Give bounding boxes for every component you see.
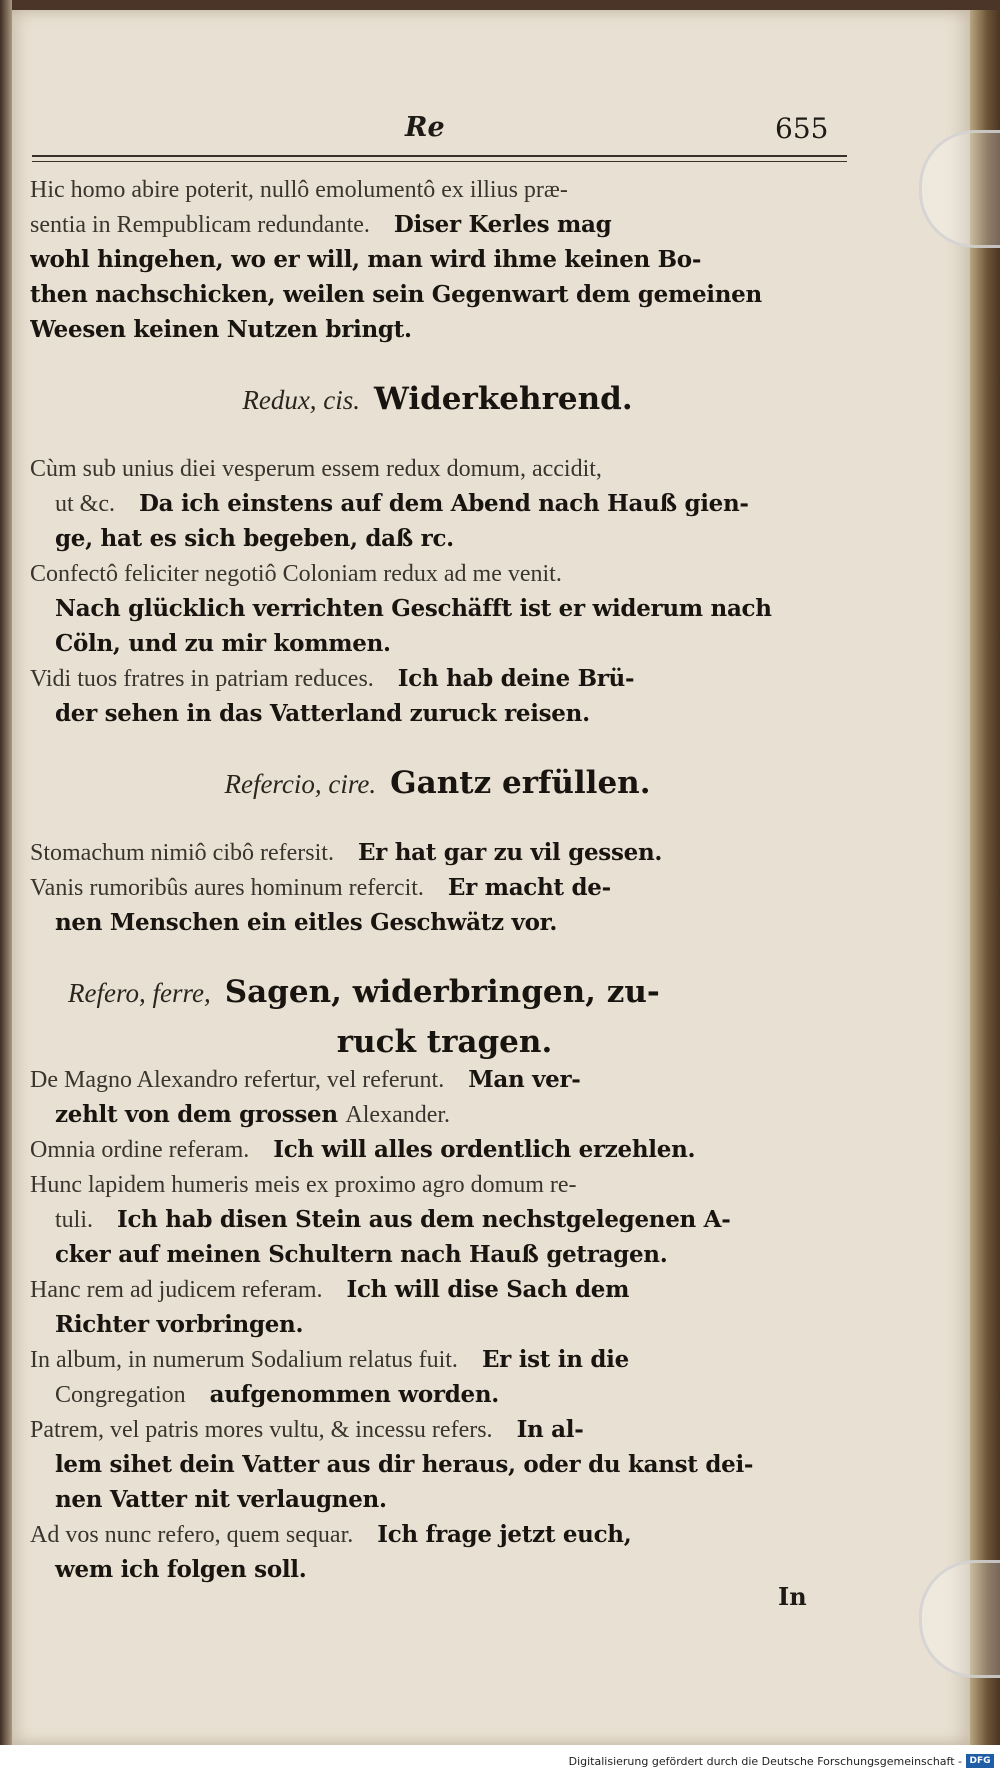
german-translation: Er hat gar zu vil gessen. [357,839,663,866]
text-line [30,661,845,696]
page-header [0,112,1000,152]
text-line [30,486,845,521]
section-gap [30,347,845,369]
german-translation: ge, hat es sich begeben, daß rc. [55,525,454,552]
dictionary-entry [30,1062,845,1132]
latin-phrase: Confectô feliciter negotiô Coloniam redux ad me venit. [30,561,562,587]
section-gap [30,731,845,753]
book-edge [970,10,1000,1745]
section-gap [30,813,845,835]
dictionary-entry [30,451,845,556]
lemma-german: ruck tragen. [336,1024,553,1060]
dictionary-entry [30,1517,845,1587]
text-line [30,1482,845,1517]
text-line [30,626,845,661]
funding-credit: Digitalisierung gefördert durch die Deutsche Forschungsgemeinschaft - [568,1755,962,1768]
text-line [30,1272,845,1307]
german-translation: In al- [516,1416,584,1443]
text-line [30,1377,845,1412]
german-translation: Nach glücklich verrichten Geschäfft ist er widerum nach [55,595,772,622]
german-translation: wohl hingehen, wo er will, man wird ihme keinen Bo- [30,246,702,273]
section-gap [30,429,845,451]
latin-phrase: De Magno Alexandro refertur, vel referunt. [30,1067,445,1093]
latin-phrase: tuli. [55,1207,94,1233]
latin-phrase: sentia in Rempublicam redundante. [30,212,370,238]
lemma-german: Widerkehrend. [374,381,633,417]
text-line [30,1097,845,1132]
lemma-german: Sagen, widerbringen, zu- [224,974,660,1010]
latin-phrase: In album, in numerum Sodalium relatus fuit. [30,1347,458,1373]
latin-phrase: Omnia ordine referam. [30,1137,250,1163]
text-line [30,207,845,242]
latin-phrase: Patrem, vel patris mores vultu, & incessu refers. [30,1417,493,1443]
text-line [30,1447,845,1482]
text-line [30,1202,845,1237]
text-line [30,521,845,556]
text-line [30,1132,845,1167]
text-line [30,172,845,207]
text-line [30,1167,845,1202]
lemma-heading [30,962,845,1022]
text-line [30,1062,845,1097]
german-translation: zehlt von dem grossen [55,1101,338,1128]
latin-phrase: ut &c. [55,491,115,517]
german-translation: Ich frage jetzt euch, [377,1521,632,1548]
text-line [30,1412,845,1447]
footer-bar [0,1745,1000,1780]
german-translation: Ich will alles ordentlich erzehlen. [273,1136,696,1163]
latin-phrase: Hic homo abire poterit, nullô emolumentô ex illius præ- [30,177,568,203]
text-line [30,242,845,277]
latin-phrase: Cùm sub unius diei vesperum essem redux domum, accidit, [30,456,602,482]
dictionary-entry [30,1132,845,1167]
text-line [30,312,845,347]
german-translation: wem ich folgen soll. [55,1556,307,1583]
german-translation: Richter vorbringen. [55,1311,304,1338]
text-line [30,591,845,626]
german-translation: Man ver- [468,1066,581,1093]
text-line [30,696,845,731]
latin-phrase: Stomachum nimiô cibô refersit. [30,840,334,866]
latin-phrase: Vidi tuos fratres in patriam reduces. [30,666,374,692]
dictionary-entry [30,1412,845,1517]
german-translation: Weesen keinen Nutzen bringt. [30,316,412,343]
lemma-heading [30,753,845,813]
text-line [30,1237,845,1272]
latin-phrase: Congregation [55,1382,186,1408]
german-translation: Er ist in die [481,1346,629,1373]
german-translation: der sehen in das Vatterland zuruck reisen. [55,700,590,727]
dictionary-entry [30,870,845,940]
catchword: In [778,1582,807,1611]
german-translation: Diser Kerles mag [393,211,612,238]
german-translation: nen Vatter nit verlaugnen. [55,1486,387,1513]
dictionary-entry [30,172,845,347]
german-translation: Er macht de- [447,874,611,901]
text-line [30,277,845,312]
text-line [30,870,845,905]
running-head: Re [405,112,445,143]
german-translation: Ich hab disen Stein aus dem nechstgelegenen A- [117,1206,731,1233]
page-number: 655 [775,112,829,145]
german-translation: Cöln, und zu mir kommen. [55,630,391,657]
german-translation: cker auf meinen Schultern nach Hauß getragen. [55,1241,668,1268]
german-translation: Ich hab deine Brü- [397,665,635,692]
german-translation: Da ich einstens auf dem Abend nach Hauß gien- [139,490,749,517]
latin-phrase: Ad vos nunc refero, quem sequar. [30,1522,354,1548]
german-translation: nen Menschen ein eitles Geschwätz vor. [55,909,558,936]
latin-phrase: Vanis rumoribûs aures hominum refercit. [30,875,424,901]
page-gutter-edge [0,0,12,1745]
dictionary-entry [30,1342,845,1412]
text-line [30,1517,845,1552]
text-line [30,1307,845,1342]
latin-phrase: Alexander. [345,1102,451,1128]
latin-phrase: Hanc rem ad judicem referam. [30,1277,323,1303]
dictionary-entry [30,1272,845,1342]
dictionary-entry [30,835,845,870]
text-line [30,905,845,940]
lemma-latin: Redux, cis. [242,385,361,415]
text-line [30,1552,845,1587]
dictionary-entry [30,1167,845,1272]
section-gap [30,940,845,962]
dictionary-entry [30,556,845,661]
text-line [30,556,845,591]
dfg-logo: DFG [966,1754,994,1768]
german-translation: lem sihet dein Vatter aus dir heraus, oder du kanst dei- [55,1451,754,1478]
text-line [30,835,845,870]
lemma-latin: Refero, ferre, [68,978,211,1008]
german-translation: then nachschicken, weilen sein Gegenwart dem gemeinen [30,281,762,308]
german-translation: Ich will dise Sach dem [346,1276,630,1303]
lemma-heading [30,369,845,429]
text-line [30,451,845,486]
dictionary-entry [30,661,845,731]
dictionary-text [30,172,845,1587]
german-translation: aufgenommen worden. [209,1381,499,1408]
lemma-german: Gantz erfüllen. [390,765,651,801]
lemma-latin: Refercio, cire. [224,769,377,799]
text-line [30,1342,845,1377]
header-rule [32,155,847,162]
lemma-heading [30,1022,845,1062]
latin-phrase: Hunc lapidem humeris meis ex proximo agro domum re- [30,1172,577,1198]
